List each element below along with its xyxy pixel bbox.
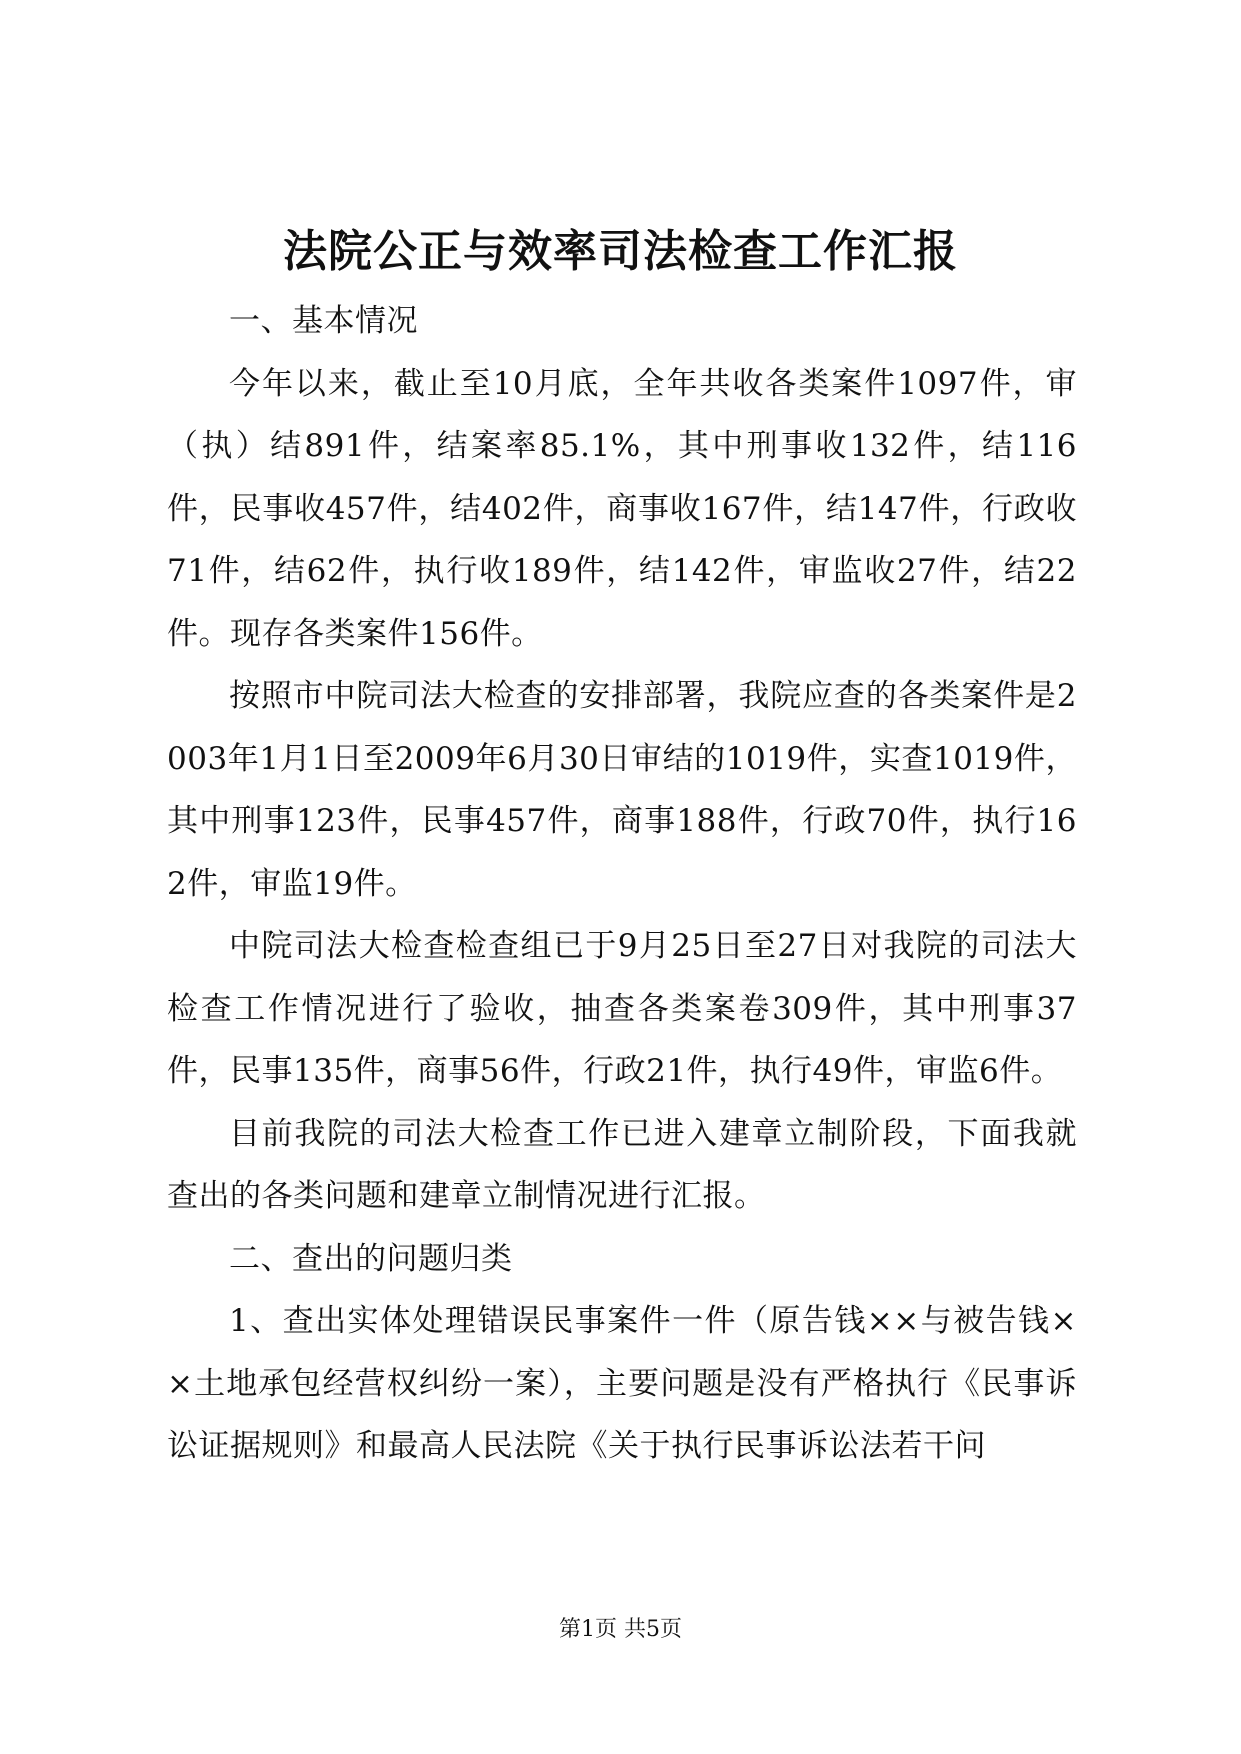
section-heading-problems: 二、查出的问题归类 (229, 1240, 513, 1277)
paragraph-inspection-acceptance: 中院司法大检查检查组已于9月25日至27日对我院的司法大检查工作情况进行了验收，抽查各类案卷309件，其中刑事37件，民事135件，商事56件，行政21件，执行49件，审监6件。 (167, 928, 1077, 1089)
section-heading-basic-situation: 一、基本情况 (229, 303, 418, 339)
document-title: 法院公正与效率司法检查工作汇报 (283, 226, 958, 277)
paragraph-problem-one: 1、查出实体处理错误民事案件一件（原告钱××与被告钱××土地承包经营权纠纷一案），主要问题是没有严格执行《民事诉讼证据规则》和最高人民法院《关于执行民事诉讼法若干问 (167, 1303, 1077, 1464)
document-body (167, 290, 1077, 1478)
paragraph-inspection-scope: 按照市中院司法大检查的安排部署，我院应查的各类案件是2003年1月1日至2009年6月30日审结的1019件，实查1019件，其中刑事123件，民事457件，商事188件，行政70件，执行162件，审监19件。 (167, 678, 1077, 902)
paragraph-current-stage: 目前我院的司法大检查工作已进入建章立制阶段，下面我就查出的各类问题和建章立制情况进行汇报。 (167, 1115, 1077, 1214)
paragraph-case-statistics: 今年以来，截止至10月底，全年共收各类案件1097件，审（执）结891件，结案率85.1%，其中刑事收132件，结116件，民事收457件，结402件，商事收167件，结147件，行政收71件，结62件，执行收189件，结142件，审监收27件，结22件。现存各类案件156件。 (167, 365, 1077, 652)
page-number-footer: 第1页 共5页 (559, 1617, 682, 1642)
